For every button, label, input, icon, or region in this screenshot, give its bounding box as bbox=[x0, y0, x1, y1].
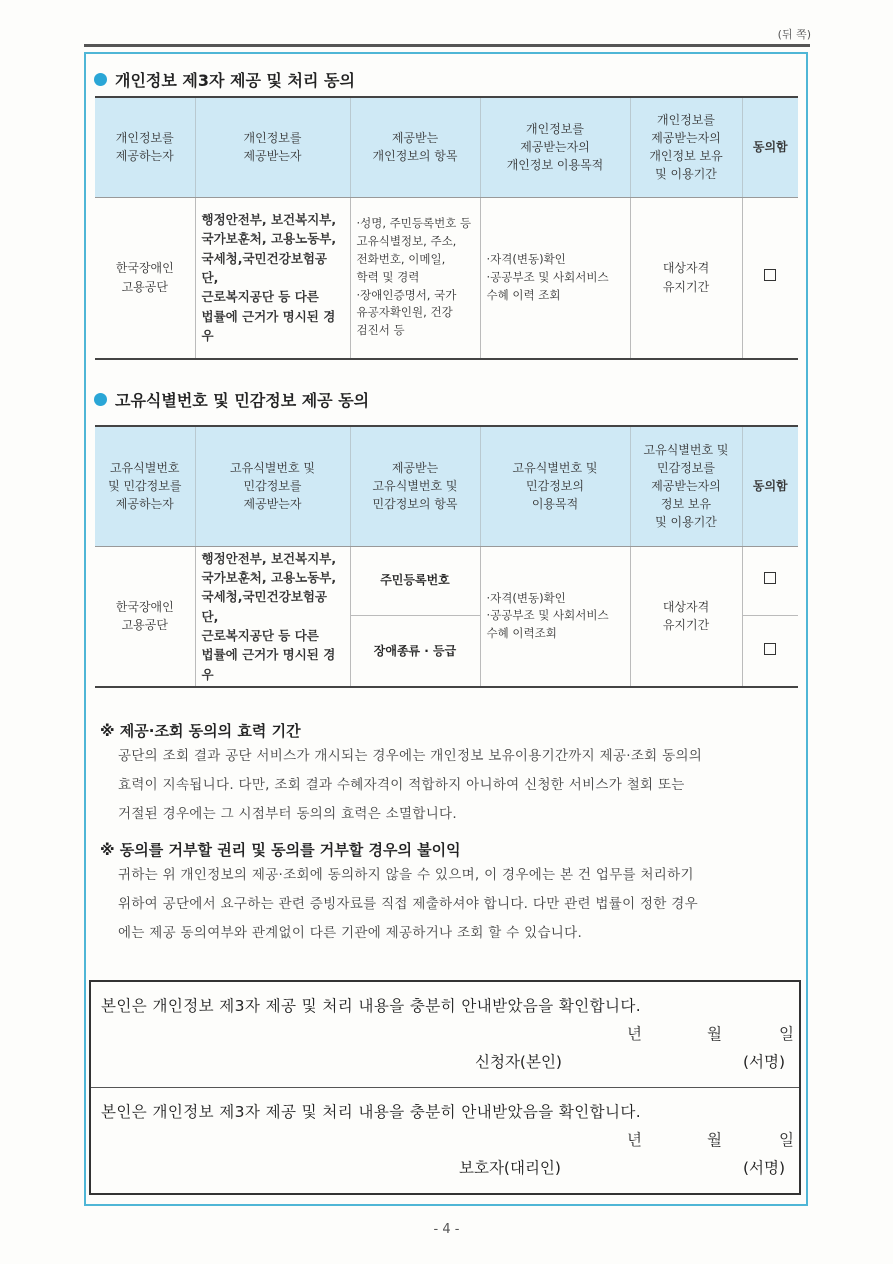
section2-title bbox=[94, 388, 369, 411]
s2-period: 대상자격 유지기간 bbox=[630, 546, 742, 687]
confirm-text: 본인은 개인정보 제3자 제공 및 처리 내용을 충분히 안내받았음을 확인합니다. bbox=[101, 997, 642, 1015]
top-rule bbox=[84, 44, 810, 47]
s2-header-purpose: 고유식별번호 및 민감정보의 이용목적 bbox=[480, 426, 630, 546]
s2-agree-cell-2 bbox=[742, 616, 798, 688]
notice2-line: 귀하는 위 개인정보의 제공·조회에 동의하지 않을 수 있으며, 이 경우에는 본 건 업무를 처리하기 bbox=[118, 867, 694, 883]
s2-item-disability: 장애종류 · 등급 bbox=[350, 616, 480, 688]
s2-agree-checkbox-rrn[interactable] bbox=[764, 572, 776, 584]
s1-header-period: 개인정보를 제공받는자의 개인정보 보유 및 이용기간 bbox=[630, 97, 742, 197]
section2-title-text: 고유식별번호 및 민감정보 제공 동의 bbox=[115, 391, 370, 410]
section1-table bbox=[95, 96, 798, 360]
s2-provider: 한국장애인 고용공단 bbox=[95, 546, 195, 687]
s2-header-receiver: 고유식별번호 및 민감정보를 제공받는자 bbox=[195, 426, 350, 546]
bullet-icon bbox=[94, 393, 107, 406]
s1-header-purpose: 개인정보를 제공받는자의 개인정보 이용목적 bbox=[480, 97, 630, 197]
notice2-line: 에는 제공 동의여부와 관계없이 다른 기관에 제공하거나 조회 할 수 있습니다. bbox=[118, 925, 583, 941]
signature-field[interactable]: (서명) bbox=[743, 1053, 786, 1071]
s1-header-provider: 개인정보를 제공하는자 bbox=[95, 97, 195, 197]
s2-header-provider: 고유식별번호 및 민감정보를 제공하는자 bbox=[95, 426, 195, 546]
page-number: - 4 - bbox=[433, 1222, 460, 1237]
applicant-label: 신청자(본인) bbox=[475, 1053, 562, 1071]
notice1-title: ※ 제공·조회 동의의 효력 기간 bbox=[100, 722, 301, 740]
confirm-box bbox=[89, 980, 801, 1195]
confirm-row-guardian bbox=[91, 1087, 799, 1193]
s1-provider: 한국장애인 고용공단 bbox=[95, 197, 195, 359]
notice1-line: 공단의 조회 결과 공단 서비스가 개시되는 경우에는 개인정보 보유이용기간까지 제공·조회 동의의 bbox=[118, 748, 703, 764]
notice2-title: ※ 동의를 거부할 권리 및 동의를 거부할 경우의 불이익 bbox=[100, 841, 461, 859]
s2-agree-checkbox-disability[interactable] bbox=[764, 643, 776, 655]
s1-agree-checkbox[interactable] bbox=[764, 269, 776, 281]
notice1-line: 효력이 지속됩니다. 다만, 조회 결과 수혜자격이 적합하지 아니하여 신청한 서비스가 철회 또는 bbox=[118, 777, 685, 793]
month-label: 월 bbox=[707, 1131, 722, 1149]
notice2-body bbox=[118, 861, 802, 948]
s1-period: 대상자격 유지기간 bbox=[630, 197, 742, 359]
signature-field[interactable]: (서명) bbox=[743, 1159, 786, 1177]
s1-header-receiver: 개인정보를 제공받는자 bbox=[195, 97, 350, 197]
day-label: 일 bbox=[779, 1025, 794, 1043]
s2-item-rrn: 주민등록번호 bbox=[350, 546, 480, 616]
section2-table bbox=[95, 425, 798, 688]
s2-header-agree: 동의함 bbox=[742, 426, 798, 546]
guardian-label: 보호자(대리인) bbox=[459, 1159, 561, 1177]
confirm-row-applicant bbox=[91, 982, 799, 1087]
year-label: 년 bbox=[627, 1025, 642, 1043]
s1-header-items: 제공받는 개인정보의 항목 bbox=[350, 97, 480, 197]
s1-header-agree: 동의함 bbox=[742, 97, 798, 197]
year-label: 년 bbox=[627, 1131, 642, 1149]
notice1-body bbox=[118, 742, 802, 829]
s2-header-items: 제공받는 고유식별번호 및 민감정보의 항목 bbox=[350, 426, 480, 546]
s1-items: ·성명, 주민등록번호 등 고유식별정보, 주소, 전화번호, 이메일, 학력 및 경력 ·장애인증명서, 국가 유공자확인원, 건강 검진서 등 bbox=[350, 197, 480, 359]
s2-receiver: 행정안전부, 보건복지부, 국가보훈처, 고용노동부, 국세청,국민건강보험공단, 근로복지공단 등 다른 법률에 근거가 명시된 경우 bbox=[195, 546, 350, 687]
notice2-line: 위하여 공단에서 요구하는 관련 증빙자료를 직접 제출하셔야 합니다. 다만 관련 법률이 정한 경우 bbox=[118, 896, 698, 912]
s2-agree-cell-1 bbox=[742, 546, 798, 616]
s2-purpose: ·자격(변동)확인 ·공공부조 및 사회서비스 수혜 이력조회 bbox=[480, 546, 630, 687]
page-side-label: (뒤 쪽) bbox=[777, 28, 811, 41]
notice1-line: 거절된 경우에는 그 시점부터 동의의 효력은 소멸합니다. bbox=[118, 806, 457, 822]
section1-title bbox=[94, 68, 355, 91]
month-label: 월 bbox=[707, 1025, 722, 1043]
day-label: 일 bbox=[779, 1131, 794, 1149]
s1-agree-cell bbox=[742, 197, 798, 359]
s1-purpose: ·자격(변동)확인 ·공공부조 및 사회서비스 수혜 이력 조회 bbox=[480, 197, 630, 359]
s1-receiver: 행정안전부, 보건복지부, 국가보훈처, 고용노동부, 국세청,국민건강보험공단, 근로복지공단 등 다른 법률에 근거가 명시된 경우 bbox=[195, 197, 350, 359]
bullet-icon bbox=[94, 73, 107, 86]
s2-header-period: 고유식별번호 및 민감정보를 제공받는자의 정보 보유 및 이용기간 bbox=[630, 426, 742, 546]
section1-title-text: 개인정보 제3자 제공 및 처리 동의 bbox=[115, 71, 355, 90]
confirm-text: 본인은 개인정보 제3자 제공 및 처리 내용을 충분히 안내받았음을 확인합니다. bbox=[101, 1103, 642, 1121]
